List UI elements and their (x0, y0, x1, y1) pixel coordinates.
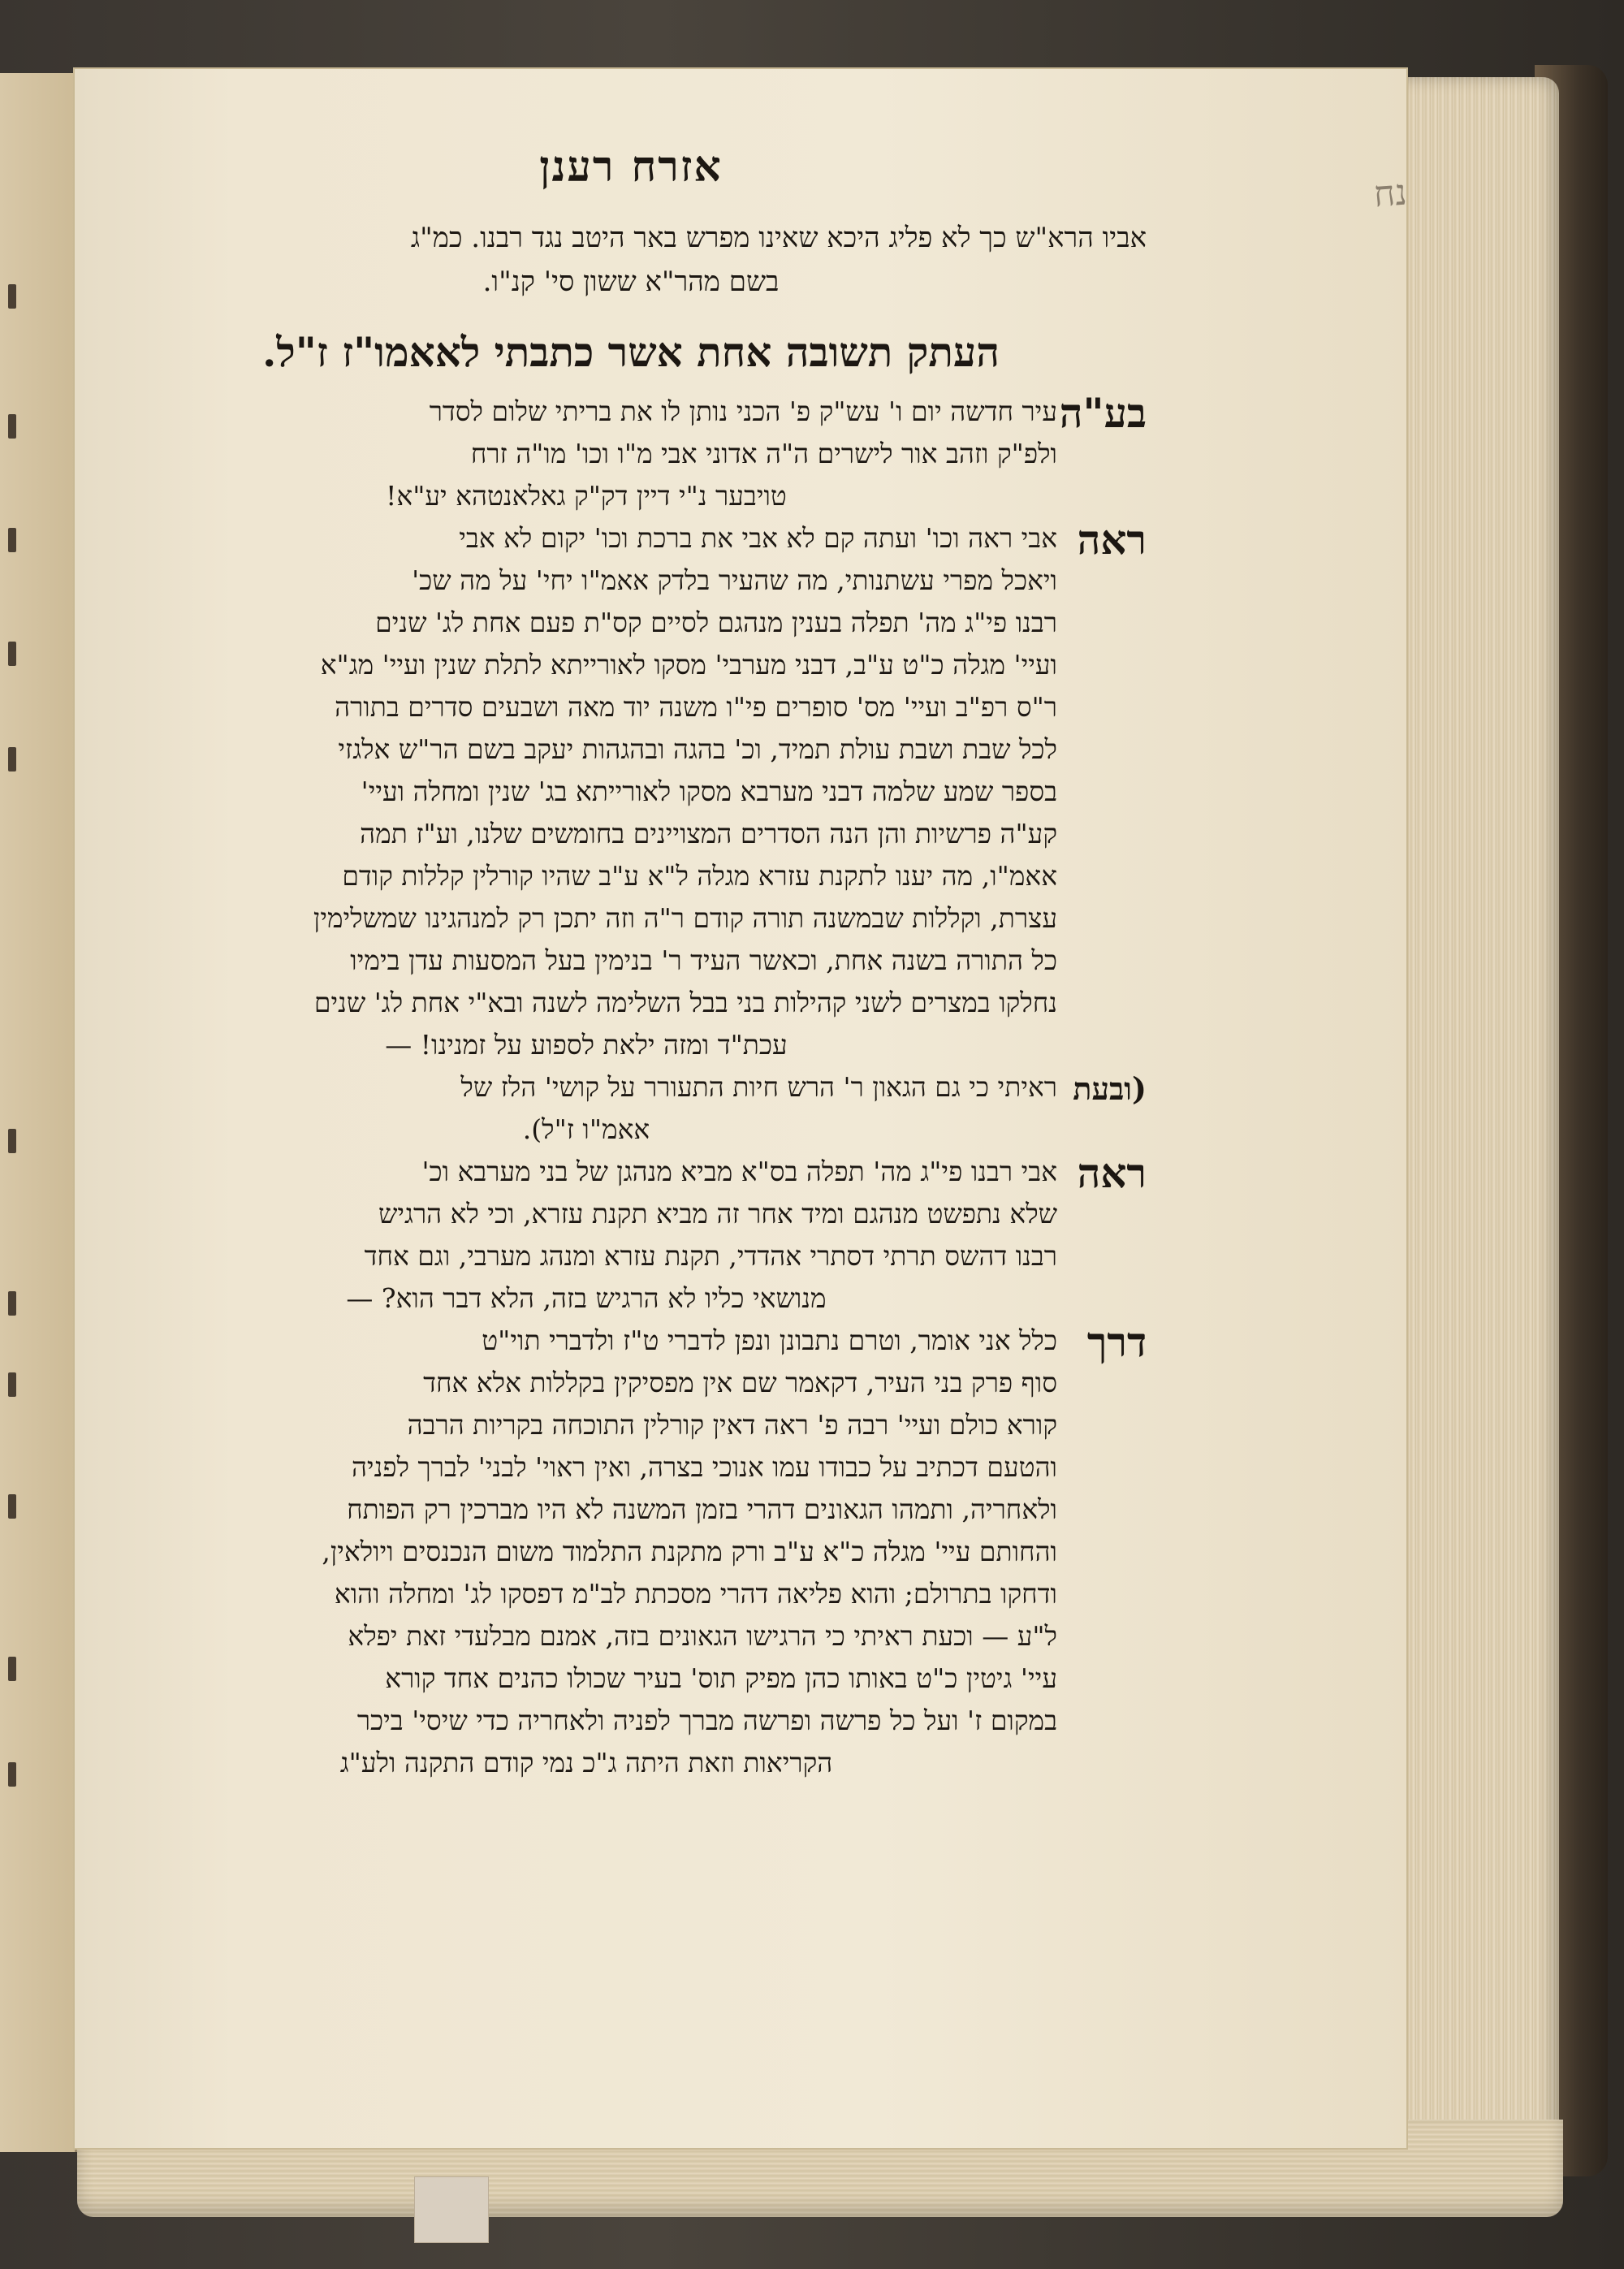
text-line: רבנו פי"ג מה' תפלה בענין מנהגם לסיים קס"ת פעם אחת לג' שנים (375, 607, 1057, 638)
paragraph (115, 517, 1147, 1066)
text-line: סוף פרק בני העיר, דקאמר שם אין מפסיקין בקללות אלא אחד (423, 1367, 1057, 1398)
paragraph-lead-word: (ובעת (1073, 1070, 1147, 1107)
intro-text (115, 216, 1147, 304)
paragraph (115, 1151, 1147, 1320)
text-line: נחלקו במצרים לשני קהילות בני בבל השלימה לשנה ובא"י אחת לג' שנים (313, 987, 1057, 1018)
text-line: רבנו דהשס תרתי דסתרי אהדדי, תקנת עזרא ומנהג מערבי, וגם אחד (364, 1240, 1057, 1272)
paragraph-lead-word: בע"ה (1059, 389, 1147, 437)
text-line: כלל אני אומר, וטרם נתבונן ונפן לדברי ט"ז ולדברי תוי"ט (482, 1325, 1057, 1356)
paragraph (115, 1066, 1147, 1151)
text-line: במקום ז' ועל כל פרשה ופרשה מברך לפניה ולאחריה כדי שיסי' ביכר (356, 1705, 1057, 1736)
text-line: אאמ"ו ז"ל). (522, 1113, 650, 1145)
facing-page-edge (0, 73, 77, 2152)
text-line: אאמ"ו, מה יענו לתקנת עזרא מגלה ל"א ע"ב שהיו קורלין קללות קודם (342, 860, 1057, 892)
text-line: לכל שבת ושבת עולת תמיד, וכ' בהגה ובהגהות יעקב בשם הר"ש אלגזי (338, 733, 1057, 765)
text-line: עיי' גיטין כ"ט באותו כהן מפיק תוס' בעיר שכולו כהנים אחד קורא (385, 1662, 1057, 1694)
text-line: שלא נתפשט מנהגם ומיד אחר זה מביא תקנת עזרא, וכי לא הרגיש (378, 1198, 1057, 1230)
paragraph-list (115, 391, 1147, 1784)
text-line: ר"ס רפ"ב ועיי' מס' סופרים פי"ו משנה יוד מאה ושבעים סדרים בתורה (335, 691, 1057, 723)
text-line: והטעם דכתיב על כבודו עמו אנוכי בצרה, ואין ראוי' לבני' לברך לפניה (351, 1451, 1057, 1483)
paragraph (115, 391, 1147, 517)
paragraph-lead-word: ראה (1077, 1149, 1147, 1197)
book-page (75, 69, 1409, 2148)
page-content (115, 142, 1147, 1784)
paper-tab (414, 2176, 489, 2243)
text-line: עצרת, וקללות שבמשנה תורה קודם ר"ה וזה יתכן רק למנהגינו שמשלימין (313, 902, 1057, 934)
text-line: עכת"ד ומזה ילאת לספוע על זמנינו! — (385, 1029, 788, 1061)
text-line: ויאכל מפרי עשתנותי, מה שהעיר בלדק אאמ"ו יחי' על מה שכ' (412, 564, 1057, 596)
page-number: נח (1372, 171, 1409, 216)
section-heading: העתק תשובה אחת אשר כתבתי לאאמו"ז ז"ל. (262, 328, 1000, 376)
text-line: קע"ה פרשיות והן הנה הסדרים המצויינים בחומשים שלנו, וע"ז תמה (360, 818, 1057, 849)
text-line: והחותם עיי' מגלה כ"א ע"ב ורק מתקנת התלמוד משום הנכנסים ויולאין, (322, 1536, 1057, 1567)
text-line: ולאחריה, ותמהו הגאונים דהרי בזמן המשנה לא היו מברכין רק הפותח (347, 1493, 1057, 1525)
intro-line: בשם מהר"א ששון סי' קנ"ו. (482, 266, 780, 298)
paragraph-lead-word: דרך (1086, 1318, 1147, 1366)
text-line: מנושאי כליו לא הרגיש בזה, הלא דבר הוא? — (346, 1282, 827, 1314)
text-line: בספר שמע שלמה דבני מערבא מסקו לאורייתא בג' שנין ומחלה ועיי' (361, 776, 1057, 807)
paragraph-lead-word: ראה (1077, 516, 1147, 564)
text-line: ראיתי כי גם הגאון ר' הרש חיות התעורר על קושי' הלז של (460, 1071, 1057, 1103)
text-line: הקריאות וזאת היתה ג"כ נמי קודם התקנה ולע"ג (339, 1747, 833, 1778)
paragraph (115, 1320, 1147, 1784)
text-line: אבי ראה וכו' ועתה קם לא אבי את ברכת וכו' יקום לא אבי (459, 522, 1057, 554)
text-line: ל"ע — וכעת ראיתי כי הרגישו הגאונים בזה, אמנם מבלעדי זאת יפלא (348, 1620, 1057, 1652)
text-line: ודחקו בתרולם; והוא פליאה דהרי מסכתת לב"מ דפסקו לג' ומחלה והוא (334, 1578, 1057, 1610)
text-line: ועיי' מגלה כ"ט ע"ב, דבני מערבי' מסקו לאורייתא לתלת שנין ועיי' מג"א (320, 649, 1057, 681)
text-line: קורא כולם ועיי' רבה פ' ראה דאין קורלין התוכחה בקריות הרבה (407, 1409, 1057, 1441)
text-line: עיר חדשה יום ו' עש"ק פ' הכני נותן לו את בריתי שלום לסדר (429, 395, 1057, 427)
running-head: אזרח רענן (539, 142, 723, 192)
text-line: טויבער נ"י דיין דק"ק גאלאנטהא יע"א! (386, 480, 787, 512)
text-line: אבי רבנו פי"ג מה' תפלה בס"א מביא מנהגן של בני מערבא וכ' (421, 1156, 1057, 1187)
text-line: ולפ"ק וזהב אור לישרים ה"ה אדוני אבי מ"ו וכו' מו"ה זרח (470, 438, 1057, 469)
intro-line: אביו הרא"ש כך לא פליג היכא שאינו מפרש באר היטב נגד רבנו. כמ"ג (410, 222, 1147, 254)
text-line: כל התורה בשנה אחת, וכאשר העיד ר' בנימין בעל המסעות עדן בימיו (350, 944, 1057, 976)
